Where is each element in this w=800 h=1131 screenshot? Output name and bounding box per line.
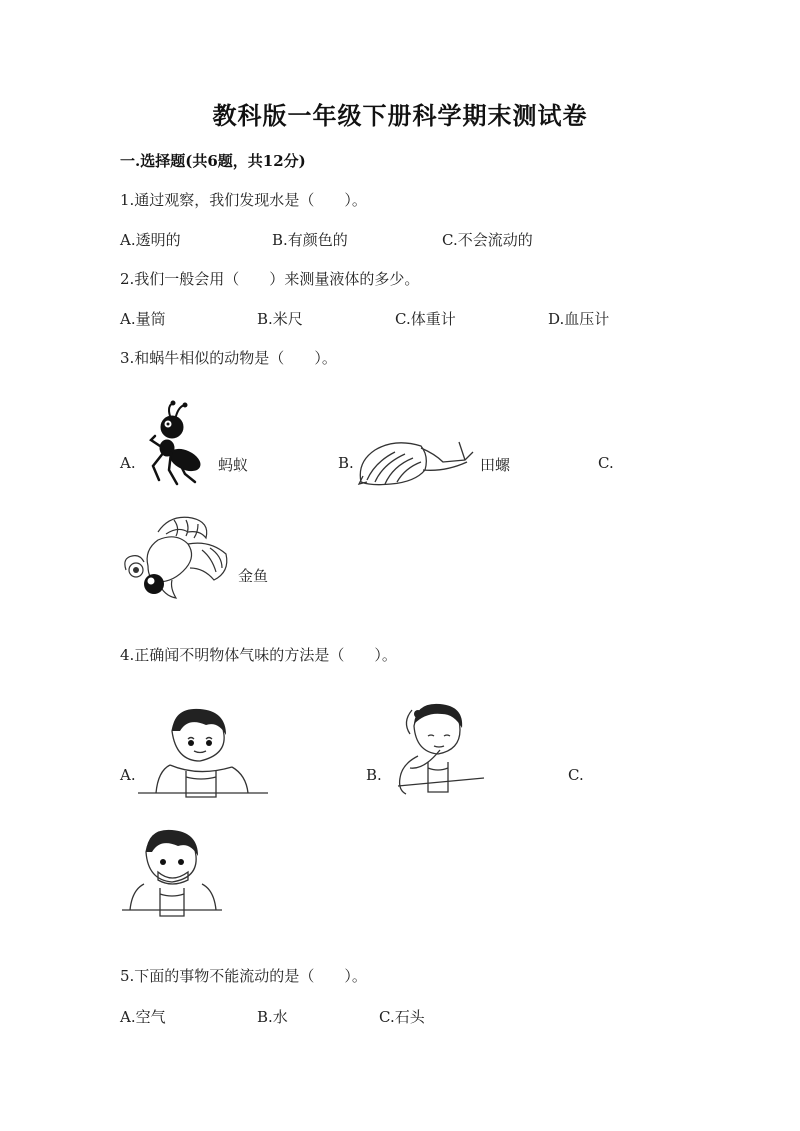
q3-option-a[interactable]: A. [120, 454, 136, 472]
question-1: 1.通过观察，我们发现水是（ ）。 [120, 191, 367, 209]
snail-shell-icon [355, 432, 475, 490]
q1-option-c[interactable]: C.不会流动的 [442, 231, 533, 249]
question-5: 5.下面的事物不能流动的是（ ）。 [120, 967, 367, 985]
q3-caption-a: 蚂蚁 [218, 456, 249, 474]
q4-option-a[interactable]: A. [120, 766, 136, 784]
section-heading: 一.选择题(共6题，共12分) [120, 152, 306, 170]
question-4: 4.正确闻不明物体气味的方法是（ ）。 [120, 646, 397, 664]
q5-option-c[interactable]: C.石头 [379, 1008, 425, 1026]
goldfish-icon [118, 510, 238, 610]
q4-option-b[interactable]: B. [366, 766, 382, 784]
q3-option-b[interactable]: B. [338, 454, 354, 472]
q1-option-a[interactable]: A.透明的 [120, 231, 181, 249]
q5-option-a[interactable]: A.空气 [120, 1008, 166, 1026]
q2-option-b[interactable]: B.米尺 [257, 310, 303, 328]
question-2: 2.我们一般会用（ ）来测量液体的多少。 [120, 270, 420, 288]
q2-option-c[interactable]: C.体重计 [395, 310, 456, 328]
q1-option-b[interactable]: B.有颜色的 [272, 231, 348, 249]
boy-smelling-icon [136, 705, 270, 801]
q3-caption-c: 金鱼 [238, 567, 269, 585]
boy-masked-smelling-icon [120, 828, 224, 924]
q3-caption-b: 田螺 [480, 456, 511, 474]
page-title: 教科版一年级下册科学期末测试卷 [212, 101, 588, 130]
question-3: 3.和蜗牛相似的动物是（ ）。 [120, 349, 337, 367]
girl-fanning-smell-icon [384, 698, 488, 798]
q5-option-b[interactable]: B.水 [257, 1008, 288, 1026]
q4-option-c[interactable]: C. [568, 766, 584, 784]
ant-icon [145, 400, 215, 486]
q2-option-a[interactable]: A.量筒 [120, 310, 166, 328]
q2-option-d[interactable]: D.血压计 [548, 310, 610, 328]
q3-option-c[interactable]: C. [598, 454, 614, 472]
